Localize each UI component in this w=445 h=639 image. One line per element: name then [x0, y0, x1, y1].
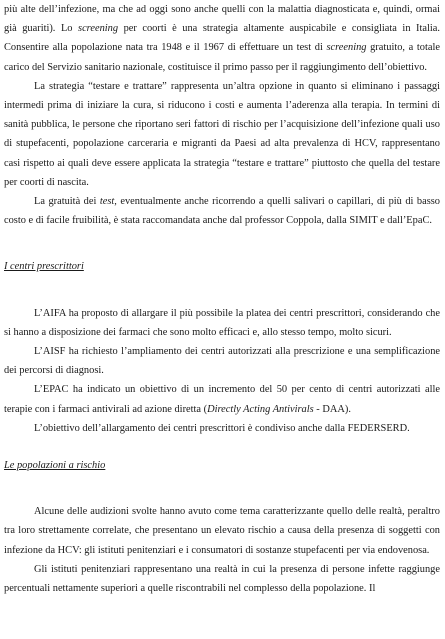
- paragraph: [4, 342, 440, 380]
- section-heading-popolazioni-a-rischio: Le popolazioni a rischio: [4, 460, 106, 472]
- paragraphs-section-1: [4, 304, 440, 438]
- text-run: L’AISF ha richiesto l’ampliamento dei centri autorizzati alla prescrizione e una semplificazione dei percorsi di diagnosi.: [4, 346, 440, 377]
- italic-text: test: [99, 196, 115, 208]
- paragraph: [4, 192, 440, 230]
- text-run: - DAA).: [313, 403, 351, 415]
- italic-text: Directly Acting Antivirals: [207, 403, 314, 415]
- italic-text: screening: [78, 23, 119, 35]
- paragraphs-section-2: [4, 502, 440, 598]
- text-run: La gratuità dei: [34, 196, 100, 208]
- paragraphs-top: [4, 0, 440, 230]
- paragraph: [4, 304, 440, 342]
- italic-text: screening: [326, 42, 367, 54]
- paragraph: [4, 419, 440, 438]
- text-run: , eventualmente anche ricorrendo a quelli salivari o capillari, di più di basso costo e di facile fruibilità, è stata raccomandata anche dal professor Coppola, dalla SIMIT e dall’EpaC.: [4, 196, 440, 227]
- paragraph: [4, 560, 440, 598]
- paragraph: [4, 502, 440, 560]
- paragraph: [4, 380, 440, 418]
- text-run: gratuito, a totale carico del Servizio sanitario nazionale, costituisce il primo passo per il raggiungimento dell’obiettivo.: [4, 42, 440, 73]
- text-run: per coorti è una strategia altamente auspicabile e consigliata in Italia. Consentire alla popolazione nata tra 1948 e il 1967 di effettuare un test di: [4, 23, 440, 54]
- paragraph: [4, 0, 440, 77]
- text-run: L’EPAC ha indicato un obiettivo di un incremento del 50 per cento di centri autorizzati alle terapie con i farmaci antivirali ad azione diretta (: [4, 384, 440, 415]
- text-run: L’AIFA ha proposto di allargare il più possibile la platea dei centri prescrittori, considerando che si hanno a disposizione dei farmaci che sono molto efficaci e, allo stesso tempo, molto sicuri.: [4, 307, 440, 338]
- paragraph: [4, 77, 440, 192]
- document-page: [4, 0, 440, 598]
- text-run: più alte dell’infezione, ma che ad oggi sono anche quelli con la malattia diagnosticata e, quindi, ormai già guariti). Lo: [4, 4, 440, 35]
- text-run: Gli istituti penitenziari rappresentano una realtà in cui la presenza di persone infette raggiunge percentuali nettamente superiori a quelle riscontrabili nel complesso della popolazione. Il: [4, 563, 440, 595]
- text-run: Alcune delle audizioni svolte hanno avuto come tema caratterizzante quello delle realtà, peraltro tra loro strettamente correlate, che presentano un elevato rischio a causa della presenza di soggetti con infezione da HCV: gli istituti penitenziari e i consumatori di sostanze stupefacenti per via endovenosa.: [4, 506, 440, 556]
- section-heading-centri-prescrittori: I centri prescrittori: [4, 261, 84, 273]
- text-run: L’obiettivo dell’allargamento dei centri prescrittori è condiviso anche dalla FEDERSERD.: [34, 422, 410, 434]
- text-run: La strategia “testare e trattare” rappresenta un’altra opzione in quanto si eliminano i passaggi intermedi prima di iniziare la cura, si riducono i costi e aumenta l’aderenza alla terapia. In termini di sanità pubblica, le persone che riportano seri fattori di rischio per l’acquisizione dell’infezione quali uso di stupefacenti, popolazione carceraria e migranti da Paesi ad alta prevalenza di HCV, rappresentano casi rispetto ai quali deve essere applicata la strategia “testare e trattare” piuttosto che quella del testare per coorti di nascita.: [4, 80, 440, 188]
